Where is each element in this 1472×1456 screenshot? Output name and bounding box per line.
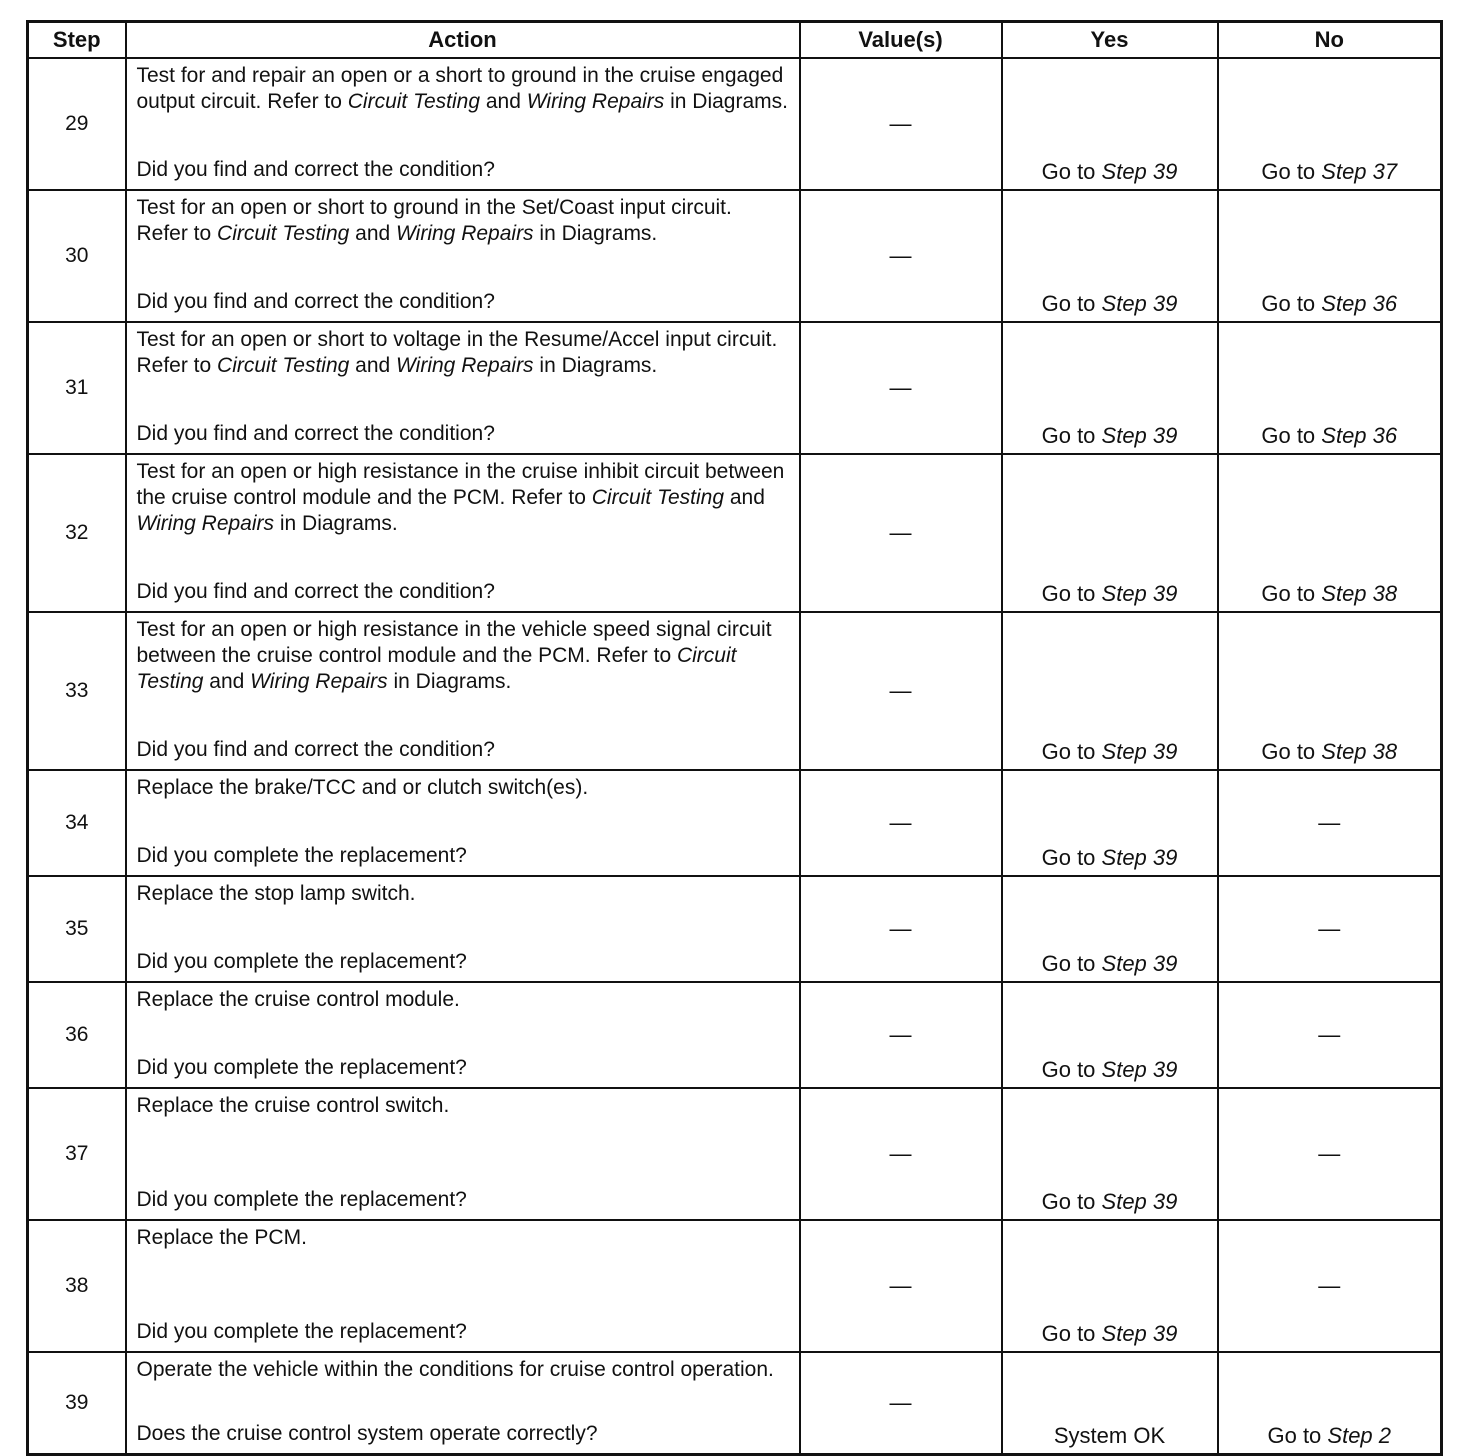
no-prefix: Go to [1261,291,1322,316]
action-text: Replace the cruise control switch. [136,1094,450,1117]
no-cell: — [1218,876,1442,982]
no-prefix: Go to [1267,1423,1328,1448]
no-step-link: Step 38 [1321,581,1398,606]
action-cell [126,454,800,612]
action-text-part: Test for an open or high resistance in the vehicle speed signal circuit between the cruise control module and the PCM. Refer to [136,618,772,667]
action-text [137,459,789,537]
step-number: 35 [28,876,126,982]
ref-wiring-repairs: Wiring Repairs [136,512,275,535]
step-number: 38 [28,1220,126,1352]
action-text-part: in Diagrams. [533,354,658,377]
no-prefix: Go to [1261,581,1322,606]
action-text: Operate the vehicle within the conditions for cruise control operation. [136,1358,774,1381]
step-number: 31 [28,322,126,454]
action-question: Did you find and correct the condition? [136,738,495,761]
header-step: Step [28,22,126,59]
action-question: Did you complete the replacement? [136,950,467,973]
step-number: 39 [28,1352,126,1455]
action-question: Did you find and correct the condition? [136,290,495,313]
action-question: Did you complete the replacement? [136,1056,467,1079]
action-cell [126,190,800,322]
action-text: Replace the cruise control module. [136,988,460,1011]
no-step-link: Step 36 [1321,291,1398,316]
no-step-link: Step 37 [1321,159,1398,184]
table-row [28,1352,1442,1455]
action-cell [126,58,800,190]
action-text-part: and [203,670,251,693]
table-row [28,876,1442,982]
action-cell [126,982,800,1088]
value-cell: — [800,1352,1002,1455]
table-row [28,982,1442,1088]
no-cell [1218,454,1442,612]
yes-cell [1002,454,1218,612]
action-text-part: and [724,486,765,509]
yes-cell [1002,770,1218,876]
yes-step-link: Step 39 [1101,291,1178,316]
action-question: Does the cruise control system operate correctly? [136,1422,598,1445]
yes-prefix: Go to [1041,951,1102,976]
action-cell [126,1088,800,1220]
value-cell: — [800,1220,1002,1352]
yes-prefix: Go to [1041,1189,1102,1214]
no-prefix: Go to [1261,739,1322,764]
header-values: Value(s) [800,22,1002,59]
action-question: Did you find and correct the condition? [136,158,495,181]
yes-prefix: Go to [1041,739,1102,764]
ref-wiring-repairs: Wiring Repairs [250,670,388,693]
yes-prefix: Go to [1041,1057,1102,1082]
action-text-part: in Diagrams. [274,512,398,535]
no-cell [1218,58,1442,190]
action-cell [126,612,800,770]
yes-step-link: Step 39 [1101,1057,1178,1082]
yes-cell [1002,612,1218,770]
value-cell: — [800,190,1002,322]
action-question: Did you complete the replacement? [136,844,467,867]
value-cell: — [800,1088,1002,1220]
ref-circuit-testing: Circuit Testing [136,644,737,693]
value-cell: — [800,612,1002,770]
action-text-part: and [349,354,397,377]
table-row [28,322,1442,454]
yes-prefix: Go to [1041,581,1102,606]
ref-wiring-repairs: Wiring Repairs [396,222,534,245]
yes-cell [1002,190,1218,322]
yes-prefix: Go to [1041,291,1102,316]
ref-circuit-testing: Circuit Testing [217,354,350,377]
header-row [28,22,1442,59]
diagnostic-table-container [26,20,1440,1456]
yes-cell [1002,322,1218,454]
step-number: 36 [28,982,126,1088]
table-row [28,58,1442,190]
no-cell: — [1218,1088,1442,1220]
action-text-part: Test for an open or short to voltage in the Resume/Accel input circuit. Refer to [136,328,778,377]
yes-step-link: Step 39 [1101,845,1178,870]
step-number: 33 [28,612,126,770]
action-text-part: Test for and repair an open or a short to ground in the cruise engaged output circuit. Refer to [136,64,784,113]
yes-cell [1002,1088,1218,1220]
yes-cell [1002,58,1218,190]
no-cell [1218,1352,1442,1455]
action-text-part: in Diagrams. [387,670,512,693]
yes-step-link: Step 39 [1101,1321,1178,1346]
action-question: Did you complete the replacement? [136,1188,467,1211]
action-cell [126,770,800,876]
no-cell [1218,322,1442,454]
action-text-part: and [480,90,527,113]
action-text-part: in Diagrams. [664,90,788,113]
no-prefix: Go to [1261,423,1322,448]
no-prefix: Go to [1261,159,1322,184]
ref-circuit-testing: Circuit Testing [347,90,481,113]
action-cell [126,1220,800,1352]
table-row [28,1220,1442,1352]
step-number: 29 [28,58,126,190]
action-question: Did you find and correct the condition? [136,422,495,445]
value-cell: — [800,770,1002,876]
action-text: Replace the brake/TCC and or clutch switch(es). [136,776,589,799]
action-text-part: Test for an open or high resistance in the cruise inhibit circuit between the cruise control module and the PCM. Refer to [136,460,785,509]
action-text-part: Test for an open or short to ground in the Set/Coast input circuit. Refer to [136,196,732,245]
action-text-part: and [349,222,397,245]
yes-prefix: Go to [1041,159,1102,184]
yes-prefix: Go to [1041,1321,1102,1346]
ref-wiring-repairs: Wiring Repairs [526,90,665,113]
no-step-link: Step 2 [1327,1423,1392,1448]
yes-step-link: Step 39 [1101,951,1178,976]
action-text-part: in Diagrams. [533,222,658,245]
yes-step-link: Step 39 [1101,739,1178,764]
table-row [28,190,1442,322]
action-text [137,195,789,247]
no-step-link: Step 38 [1321,739,1398,764]
value-cell: — [800,982,1002,1088]
action-text [137,327,789,379]
no-cell [1218,190,1442,322]
yes-cell [1002,876,1218,982]
step-number: 30 [28,190,126,322]
value-cell: — [800,876,1002,982]
action-cell [126,322,800,454]
header-no: No [1218,22,1442,59]
header-action: Action [126,22,800,59]
diagnostic-table [26,20,1443,1456]
value-cell: — [800,322,1002,454]
value-cell: — [800,454,1002,612]
ref-circuit-testing: Circuit Testing [217,222,350,245]
action-cell [126,1352,800,1455]
yes-step-link: Step 39 [1101,423,1178,448]
table-row [28,1088,1442,1220]
yes-step-link: Step 39 [1101,1189,1178,1214]
action-cell [126,876,800,982]
action-text [137,63,789,115]
table-row [28,612,1442,770]
action-text: Replace the PCM. [136,1226,307,1249]
action-text: Replace the stop lamp switch. [136,882,416,905]
ref-wiring-repairs: Wiring Repairs [396,354,534,377]
yes-prefix: Go to [1041,423,1102,448]
step-number: 34 [28,770,126,876]
action-question: Did you find and correct the condition? [136,580,495,603]
table-row [28,770,1442,876]
yes-cell [1002,982,1218,1088]
value-cell: — [800,58,1002,190]
header-yes: Yes [1002,22,1218,59]
no-cell: — [1218,770,1442,876]
no-cell: — [1218,982,1442,1088]
no-step-link: Step 36 [1321,423,1398,448]
step-number: 32 [28,454,126,612]
no-cell [1218,612,1442,770]
ref-circuit-testing: Circuit Testing [591,486,725,509]
action-text [137,617,789,695]
action-question: Did you complete the replacement? [136,1320,467,1343]
yes-prefix: Go to [1041,845,1102,870]
yes-cell: System OK [1002,1352,1218,1455]
yes-step-link: Step 39 [1101,581,1178,606]
table-row [28,454,1442,612]
step-number: 37 [28,1088,126,1220]
yes-cell [1002,1220,1218,1352]
no-cell: — [1218,1220,1442,1352]
yes-step-link: Step 39 [1101,159,1178,184]
